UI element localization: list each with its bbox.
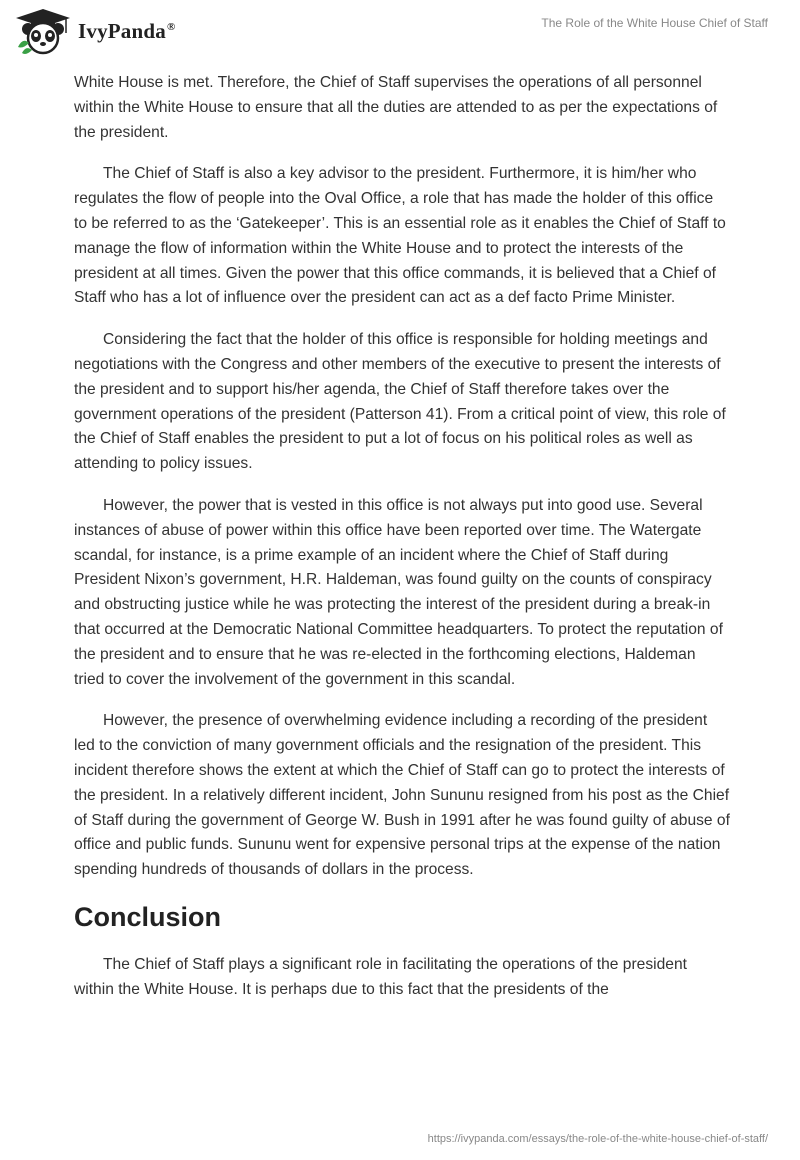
essay-content: [74, 71, 730, 1020]
paragraph: The Chief of Staff is also a key advisor to the president. Furthermore, it is him/her who regulates the flow of people into the Oval Office, a role that has made the holder of this office to be referred to as the ‘Gatekeeper’. This is an essential role as it enables the Chief of Staff to manage the flow of information within the White House and to protect the interests of the president at all times. Given the power that this office commands, it is believed that a Chief of Staff who has a lot of influence over the president can act as a def facto Prime Minister.: [74, 165, 726, 307]
registered-mark: ®: [166, 20, 176, 33]
conclusion-paragraph: The Chief of Staff plays a significant role in facilitating the operations of the president within the White House. It is perhaps due to this fact that the presidents of the: [74, 955, 687, 998]
paragraph: Considering the fact that the holder of this office is responsible for holding meetings and negotiations with the Congress and other members of the executive to present the interests of the president and to support his/her agenda, the Chief of Staff therefore takes over the government operations of the president (Patterson 41). From a critical point of view, this role of the Chief of Staff enables the president to put a lot of focus on his political roles as well as attending to policy issues.: [74, 331, 726, 473]
conclusion-heading: Conclusion: [74, 901, 221, 932]
document-title: The Role of the White House Chief of Staff: [541, 16, 768, 30]
panda-graduate-icon: [14, 7, 72, 55]
page-header: [0, 0, 800, 60]
source-url[interactable]: https://ivypanda.com/essays/the-role-of-the-white-house-chief-of-staff/: [427, 1133, 768, 1145]
paragraph: White House is met. Therefore, the Chief of Staff supervises the operations of all personnel within the White House to ensure that all the duties are attended to as per the expectations of the president.: [74, 74, 718, 141]
ivypanda-logo[interactable]: [14, 6, 175, 56]
paragraph: However, the presence of overwhelming evidence including a recording of the president led to the conviction of many government officials and the resignation of the president. This incident therefore shows the extent at which the Chief of Staff can go to protect the interests of the president. In a relatively different incident, John Sununu resigned from his post as the Chief of Staff during the government of George W. Bush in 1991 after he was found guilty of abuse of office and public funds. Sununu went for expensive personal trips at the expense of the nation spending hundreds of thousands of dollars in the process.: [74, 712, 730, 879]
paragraph: However, the power that is vested in this office is not always put into good use. Several instances of abuse of power within this office have been reported over time. The Watergate scandal, for instance, is a prime example of an incident where the Chief of Staff during President Nixon’s government, H.R. Haldeman, was found guilty on the counts of conspiracy and obstructing justice while he was protecting the interest of the president during a break-in that occurred at the Democratic National Committee headquarters. To protect the reputation of the president and to ensure that he was re-elected in the forthcoming elections, Haldeman tried to cover the involvement of the government in this scandal.: [74, 496, 723, 688]
brand-name: IvyPanda®: [78, 18, 176, 43]
